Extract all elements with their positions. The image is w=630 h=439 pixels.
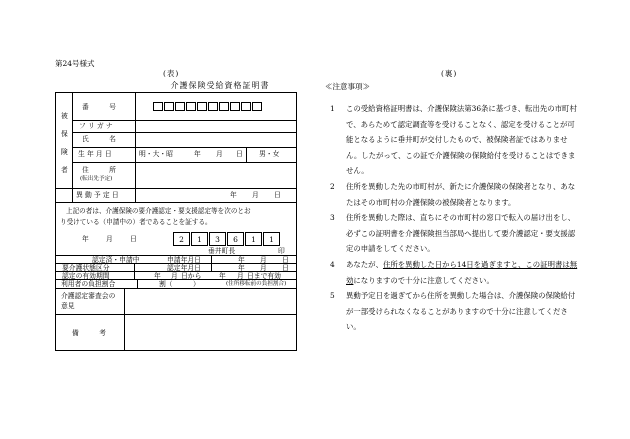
notes-list bbox=[330, 101, 580, 335]
burden-note: (住所移転前の負担割合) bbox=[226, 281, 287, 287]
document-title: 介護保険受給資格証明書 bbox=[170, 81, 270, 90]
row-line bbox=[56, 288, 296, 289]
col-line bbox=[134, 263, 135, 280]
name-label: 氏 名 bbox=[82, 135, 116, 143]
validity-to-year-unit: 年 bbox=[219, 272, 226, 280]
note-number: 3 bbox=[330, 213, 335, 223]
number-box[interactable] bbox=[153, 102, 163, 111]
insured-char: 者 bbox=[61, 166, 68, 174]
notes-heading: ≪注意事項≫ bbox=[325, 82, 370, 91]
row-line bbox=[72, 147, 296, 148]
note-text: 異動予定日を過ぎてから住所を異動した場合は、介護保険の保険給付が一部受けられなくなることがありますので十分に注意してください。 bbox=[346, 291, 576, 332]
note-text: 住所を異動した先の市町村が、新たに介護保険の保険者となり、あなたはその市町村の介護保険の被保険者となります。 bbox=[346, 181, 576, 207]
note-text: この受給資格証明書は、介護保険法第36条に基づき、転出先の市町村で、あらためて認定調査等を受けることなく、認定を受けることが可能となるように垂井町が交付したもので、被保険者証ではありません。したがって、この証で介護保険の保険給付を受けることはできません。 bbox=[346, 104, 577, 176]
note-text: あなたが、 bbox=[346, 259, 383, 269]
validity-from-month-unit: 月 bbox=[171, 272, 178, 280]
validity-to-month-unit: 月 bbox=[237, 272, 244, 280]
move-date-label: 異 動 予 定 日 bbox=[76, 191, 119, 199]
dob-year-unit: 年 bbox=[194, 150, 201, 158]
col-line bbox=[137, 279, 138, 288]
row-line bbox=[56, 188, 296, 189]
row-line bbox=[56, 202, 296, 203]
move-month-unit: 月 bbox=[252, 191, 259, 199]
burden-label: 利用者の負担割合 bbox=[61, 280, 116, 288]
number-box[interactable] bbox=[219, 102, 229, 111]
note-number: 2 bbox=[330, 181, 335, 191]
issuer-code-digit: 6 bbox=[227, 232, 244, 246]
issuer-code-digit: 1 bbox=[245, 232, 262, 246]
insured-char: 被 bbox=[61, 112, 68, 120]
cert-status-options: 認定済・申請中 bbox=[92, 256, 140, 264]
dob-label: 生 年 月 日 bbox=[78, 150, 112, 158]
validity-label: 認定の有効期間 bbox=[62, 272, 110, 280]
certification-statement-line1: 上記の者は、介護保険の要介護認定・要支援認定等を次のとお bbox=[66, 207, 251, 215]
cert-month-unit: 月 bbox=[260, 264, 267, 272]
opinion-label-line2: 意見 bbox=[61, 302, 75, 310]
sex-divider bbox=[246, 148, 247, 162]
number-box[interactable] bbox=[186, 102, 196, 111]
issue-year-unit: 年 bbox=[82, 235, 89, 243]
row-line bbox=[72, 162, 296, 163]
row-line bbox=[72, 132, 296, 133]
cert-day-unit: 日 bbox=[282, 264, 289, 272]
col-line bbox=[124, 288, 125, 350]
move-day-unit: 日 bbox=[274, 191, 281, 199]
note-item bbox=[330, 257, 580, 288]
issuer-code-digit: 3 bbox=[209, 232, 226, 246]
cert-year-unit: 年 bbox=[238, 264, 245, 272]
move-year-unit: 年 bbox=[230, 191, 237, 199]
col-line bbox=[211, 255, 212, 271]
form-number: 第24号様式 bbox=[55, 59, 95, 68]
era-options: 明・大・昭 bbox=[139, 150, 173, 158]
note-item bbox=[330, 210, 580, 257]
row-line bbox=[72, 120, 296, 121]
note-text: になりますので十分に注意してください。 bbox=[353, 275, 494, 285]
number-box[interactable] bbox=[208, 102, 218, 111]
furigana-label: フ リ ガ ナ bbox=[79, 122, 113, 130]
certification-statement-line2: り受けている（申請中の）者であることを証する。 bbox=[60, 218, 212, 226]
number-box[interactable] bbox=[164, 102, 174, 111]
note-warning-underlined: 住所を異動した日から14日を過ぎますと、この証明書は無効 bbox=[346, 259, 578, 285]
address-label: 住 所 bbox=[82, 166, 116, 174]
apply-year-unit: 年 bbox=[238, 256, 245, 264]
number-box[interactable] bbox=[241, 102, 251, 111]
validity-from-text: 日から bbox=[181, 272, 202, 280]
note-item bbox=[330, 288, 580, 335]
note-item bbox=[330, 179, 580, 210]
address-sub-label: (転出先予定) bbox=[80, 176, 113, 182]
note-number: 5 bbox=[330, 291, 335, 301]
back-side-label: (裏) bbox=[441, 69, 458, 78]
sex-options: 男・女 bbox=[259, 150, 280, 158]
number-box[interactable] bbox=[197, 102, 207, 111]
note-item bbox=[330, 101, 580, 179]
issue-day-unit: 日 bbox=[130, 235, 137, 243]
mayor-label: 垂井町長 bbox=[208, 247, 236, 255]
dob-day-unit: 日 bbox=[236, 150, 243, 158]
insured-char: 保 bbox=[61, 130, 68, 138]
dob-month-unit: 月 bbox=[216, 150, 223, 158]
apply-date-label: 申請年月日 bbox=[167, 256, 201, 264]
note-text: 住所を異動した際は、直ちにその市町村の窓口で転入の届け出をし、必ずこの証明書を介護保険担当部局へ提出して要介護認定・要支援認定の申請をしてください。 bbox=[346, 213, 576, 254]
cert-date-label: 認定年月日 bbox=[167, 264, 201, 272]
number-box[interactable] bbox=[230, 102, 240, 111]
seal-mark: 印 bbox=[278, 247, 285, 255]
burden-value: 割（ ） bbox=[159, 280, 200, 288]
apply-month-unit: 月 bbox=[260, 256, 267, 264]
insured-char: 険 bbox=[61, 148, 68, 156]
apply-day-unit: 日 bbox=[282, 256, 289, 264]
row-line bbox=[56, 314, 296, 315]
number-box[interactable] bbox=[175, 102, 185, 111]
issuer-code-digit: 1 bbox=[191, 232, 208, 246]
number-box[interactable] bbox=[252, 102, 262, 111]
validity-until-text: 日まで有効 bbox=[247, 272, 281, 280]
care-level-label: 要介護状態区分 bbox=[62, 264, 110, 272]
front-side-label: (表) bbox=[163, 69, 180, 78]
validity-from-year-unit: 年 bbox=[154, 272, 161, 280]
note-number: 1 bbox=[330, 104, 335, 113]
opinion-label-line1: 介護認定審査会の bbox=[61, 292, 116, 300]
note-number: 4 bbox=[330, 259, 335, 269]
issuer-code-digit: 1 bbox=[263, 232, 280, 246]
number-label: 番 号 bbox=[82, 103, 116, 111]
issue-month-unit: 月 bbox=[106, 235, 113, 243]
issuer-code-digit: 2 bbox=[173, 232, 190, 246]
certificate-form bbox=[55, 92, 297, 351]
remarks-label: 備 考 bbox=[72, 329, 106, 337]
